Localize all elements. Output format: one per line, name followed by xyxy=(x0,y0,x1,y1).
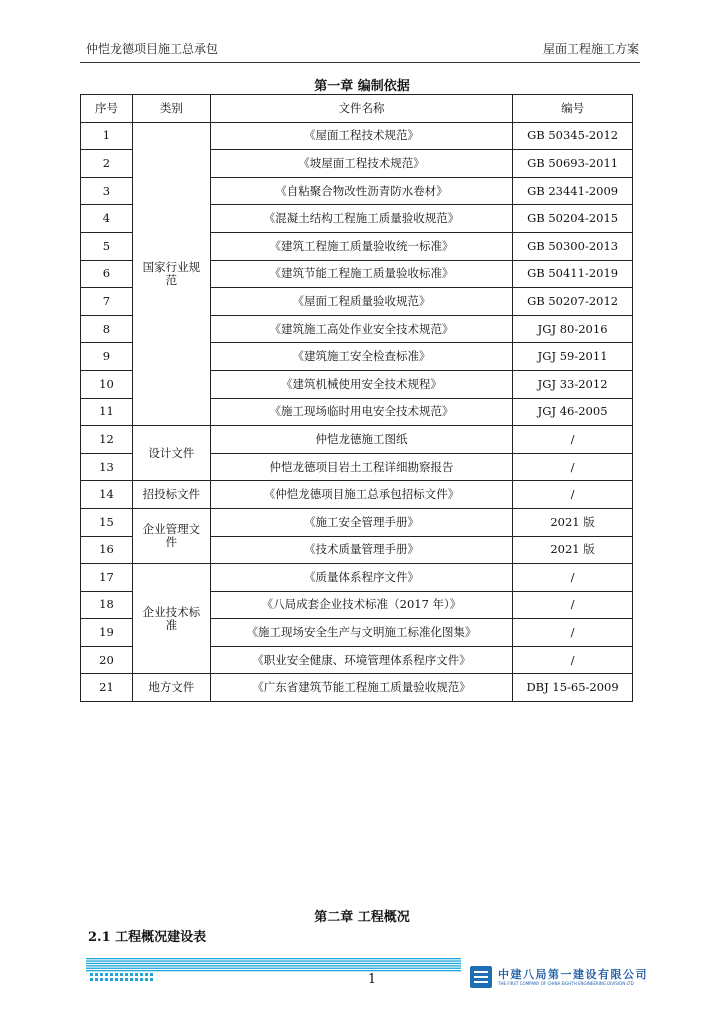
header-project-name: 仲恺龙德项目施工总承包 xyxy=(86,42,219,56)
row-number: 11 xyxy=(81,398,133,426)
row-document-name: 《技术质量管理手册》 xyxy=(210,536,512,564)
stripe-dot xyxy=(120,973,123,976)
row-document-name: 《施工现场安全生产与文明施工标准化图集》 xyxy=(210,619,512,647)
stripe-dot xyxy=(150,973,153,976)
row-document-name: 《建筑工程施工质量验收统一标准》 xyxy=(210,232,512,260)
row-document-code: / xyxy=(513,564,633,592)
row-document-name: 《施工安全管理手册》 xyxy=(210,508,512,536)
stripe-line xyxy=(86,958,461,959)
row-document-code: JGJ 59-2011 xyxy=(513,343,633,371)
table-row xyxy=(81,508,633,536)
row-document-code: GB 23441-2009 xyxy=(513,177,633,205)
stripe-dot xyxy=(90,978,93,981)
row-document-name: 《建筑机械使用安全技术规程》 xyxy=(210,370,512,398)
stripe-dot xyxy=(95,973,98,976)
stripe-line xyxy=(86,970,461,971)
header-cell-category: 类别 xyxy=(132,95,210,123)
company-name-cn: 中建八局第一建设有限公司 xyxy=(498,968,648,981)
row-number: 13 xyxy=(81,453,133,481)
row-number: 9 xyxy=(81,343,133,371)
stripe-dot xyxy=(100,973,103,976)
page-number: 1 xyxy=(367,972,377,987)
row-document-code: JGJ 80-2016 xyxy=(513,315,633,343)
stripe-dot xyxy=(140,973,143,976)
row-document-code: GB 50411-2019 xyxy=(513,260,633,288)
row-document-name: 《建筑施工高处作业安全技术规范》 xyxy=(210,315,512,343)
row-category: 招投标文件 xyxy=(132,481,210,509)
header-divider xyxy=(80,62,640,63)
header-cell-filename: 文件名称 xyxy=(210,95,512,123)
stripe-dot xyxy=(130,973,133,976)
row-category: 企业管理文件 xyxy=(132,508,210,563)
stripe-dot xyxy=(125,978,128,981)
reference-table-body xyxy=(81,95,633,702)
row-category: 国家行业规范 xyxy=(132,122,210,426)
row-number: 8 xyxy=(81,315,133,343)
row-document-name: 《建筑节能工程施工质量验收标准》 xyxy=(210,260,512,288)
table-row xyxy=(81,122,633,150)
row-number: 12 xyxy=(81,426,133,454)
row-document-code: GB 50204-2015 xyxy=(513,205,633,233)
row-document-code: DBJ 15-65-2009 xyxy=(513,674,633,702)
stripe-dot xyxy=(150,978,153,981)
stripe-dot xyxy=(110,978,113,981)
stripe-dot xyxy=(130,978,133,981)
stripe-dot xyxy=(115,973,118,976)
company-name-en: THE FIRST COMPANY OF CHINA EIGHTH ENGINEERING DIVISION LTD xyxy=(498,981,634,986)
header-document-title: 屋面工程施工方案 xyxy=(542,42,639,56)
table-row xyxy=(81,481,633,509)
stripe-dot xyxy=(140,978,143,981)
row-number: 10 xyxy=(81,370,133,398)
row-number: 15 xyxy=(81,508,133,536)
row-document-code: / xyxy=(513,481,633,509)
row-number: 3 xyxy=(81,177,133,205)
stripe-dot xyxy=(145,978,148,981)
stripe-dot xyxy=(135,973,138,976)
row-document-code: GB 50300-2013 xyxy=(513,232,633,260)
stripe-dot xyxy=(125,973,128,976)
row-number: 20 xyxy=(81,646,133,674)
row-document-code: JGJ 46-2005 xyxy=(513,398,633,426)
row-number: 19 xyxy=(81,619,133,647)
row-document-code: / xyxy=(513,619,633,647)
stripe-line xyxy=(86,960,461,961)
header-cell-number: 序号 xyxy=(81,95,133,123)
stripe-dot xyxy=(105,978,108,981)
table-row xyxy=(81,674,633,702)
row-document-name: 《八局成套企业技术标准（2017 年）》 xyxy=(210,591,512,619)
row-document-code: 2021 版 xyxy=(513,536,633,564)
row-number: 21 xyxy=(81,674,133,702)
row-document-name: 《广东省建筑节能工程施工质量验收规范》 xyxy=(210,674,512,702)
row-document-name: 《混凝土结构工程施工质量验收规范》 xyxy=(210,205,512,233)
row-document-name: 《屋面工程质量验收规范》 xyxy=(210,288,512,316)
row-number: 5 xyxy=(81,232,133,260)
table-row xyxy=(81,564,633,592)
stripe-dot xyxy=(135,978,138,981)
page-header xyxy=(86,40,639,58)
row-category: 设计文件 xyxy=(132,426,210,481)
company-logo-icon xyxy=(470,966,492,988)
row-document-name: 《建筑施工安全检查标准》 xyxy=(210,343,512,371)
chapter-2-title: 第二章 工程概况 xyxy=(314,910,410,925)
row-document-code: GB 50207-2012 xyxy=(513,288,633,316)
row-document-name: 《质量体系程序文件》 xyxy=(210,564,512,592)
stripe-dot xyxy=(90,973,93,976)
stripe-line xyxy=(86,968,461,969)
stripe-line xyxy=(86,965,461,966)
stripe-dot xyxy=(100,978,103,981)
header-cell-code: 编号 xyxy=(513,95,633,123)
row-document-code: / xyxy=(513,591,633,619)
row-document-code: / xyxy=(513,646,633,674)
row-document-name: 《坡屋面工程技术规范》 xyxy=(210,150,512,178)
chapter-1-title: 第一章 编制依据 xyxy=(314,79,410,94)
row-number: 1 xyxy=(81,122,133,150)
row-document-name: 《仲恺龙德项目施工总承包招标文件》 xyxy=(210,481,512,509)
row-number: 18 xyxy=(81,591,133,619)
reference-table xyxy=(80,94,633,702)
row-category: 地方文件 xyxy=(132,674,210,702)
row-number: 16 xyxy=(81,536,133,564)
row-document-name: 《屋面工程技术规范》 xyxy=(210,122,512,150)
stripe-dot xyxy=(120,978,123,981)
stripe-line xyxy=(86,963,461,964)
row-document-code: / xyxy=(513,426,633,454)
row-document-name: 仲恺龙德施工图纸 xyxy=(210,426,512,454)
row-document-code: / xyxy=(513,453,633,481)
stripe-dot xyxy=(95,978,98,981)
row-document-code: 2021 版 xyxy=(513,508,633,536)
row-number: 2 xyxy=(81,150,133,178)
row-document-name: 《职业安全健康、环境管理体系程序文件》 xyxy=(210,646,512,674)
stripe-dot xyxy=(115,978,118,981)
stripe-dot xyxy=(145,973,148,976)
row-number: 6 xyxy=(81,260,133,288)
row-document-name: 仲恺龙德项目岩土工程详细勘察报告 xyxy=(210,453,512,481)
table-header-row xyxy=(81,95,633,123)
row-number: 4 xyxy=(81,205,133,233)
row-document-code: GB 50345-2012 xyxy=(513,122,633,150)
row-document-name: 《自粘聚合物改性沥青防水卷材》 xyxy=(210,177,512,205)
stripe-dot xyxy=(105,973,108,976)
row-document-name: 《施工现场临时用电安全技术规范》 xyxy=(210,398,512,426)
row-document-code: GB 50693-2011 xyxy=(513,150,633,178)
row-number: 14 xyxy=(81,481,133,509)
stripe-dot xyxy=(110,973,113,976)
footer-stripes xyxy=(86,955,461,989)
row-document-code: JGJ 33-2012 xyxy=(513,370,633,398)
row-number: 17 xyxy=(81,564,133,592)
row-number: 7 xyxy=(81,288,133,316)
section-title: 2.1 工程概况建设表 xyxy=(88,930,207,945)
row-category: 企业技术标准 xyxy=(132,564,210,674)
table-row xyxy=(81,426,633,454)
company-logo xyxy=(470,966,660,992)
